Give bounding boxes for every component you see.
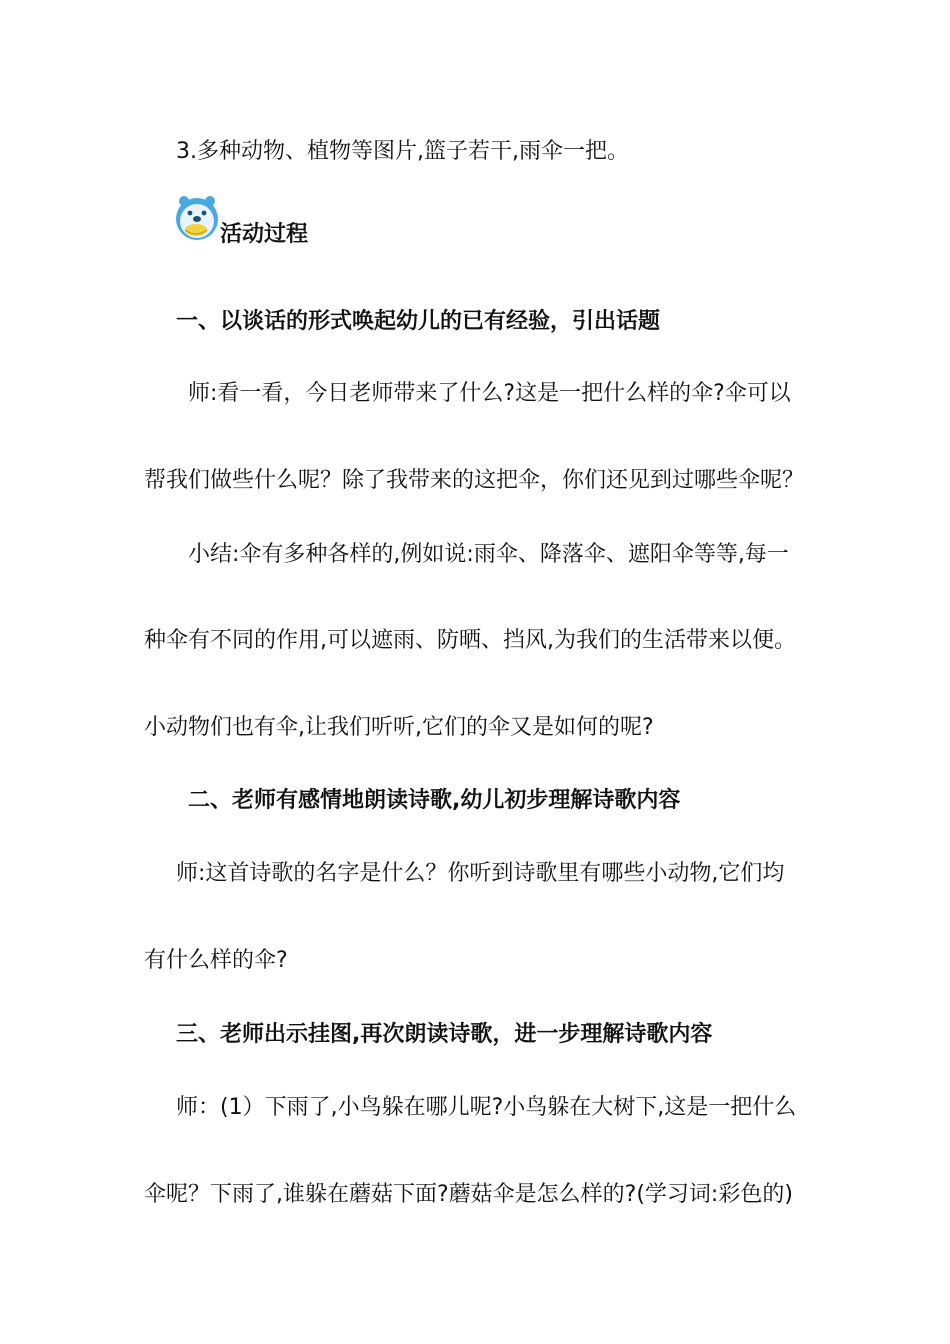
step3-teacher-line1: 师：(1）下雨了,小鸟躲在哪儿呢?小鸟躲在大树下,这是一把什么 xyxy=(176,1095,797,1120)
step1-heading: 一、以谈话的形式唤起幼儿的已有经验，引出话题 xyxy=(176,309,661,334)
step3-teacher-line2: 伞呢？下雨了,谁躲在蘑菇下面?蘑菇伞是怎么样的?(学习词:彩色的) xyxy=(144,1182,793,1207)
bear-icon xyxy=(176,194,220,244)
step1-teacher-line2: 帮我们做些什么呢？除了我带来的这把伞，你们还见到过哪些伞呢？ xyxy=(144,468,805,493)
section-title: 活动过程 xyxy=(220,222,309,247)
step2-heading: 二、老师有感情地朗读诗歌,幼儿初步理解诗歌内容 xyxy=(188,788,681,813)
step3-heading: 三、老师出示挂图,再次朗读诗歌，进一步理解诗歌内容 xyxy=(176,1022,713,1047)
step2-teacher-line1: 师:这首诗歌的名字是什么？你听到诗歌里有哪些小动物,它们均 xyxy=(176,861,785,886)
materials-line: 3.多种动物、植物等图片,篮子若干,雨伞一把。 xyxy=(176,139,629,164)
step1-summary-line2: 种伞有不同的作用,可以遮雨、防晒、挡风,为我们的生活带来以便。 xyxy=(144,628,796,653)
step1-teacher-line1: 师:看一看，今日老师带来了什么?这是一把什么样的伞?伞可以 xyxy=(188,381,791,406)
step1-summary-line1: 小结:伞有多种各样的,例如说:雨伞、降落伞、遮阳伞等等,每一 xyxy=(188,542,789,567)
step2-teacher-line2: 有什么样的伞? xyxy=(144,948,288,973)
step1-summary-line3: 小动物们也有伞,让我们听听,它们的伞又是如何的呢? xyxy=(144,715,654,740)
